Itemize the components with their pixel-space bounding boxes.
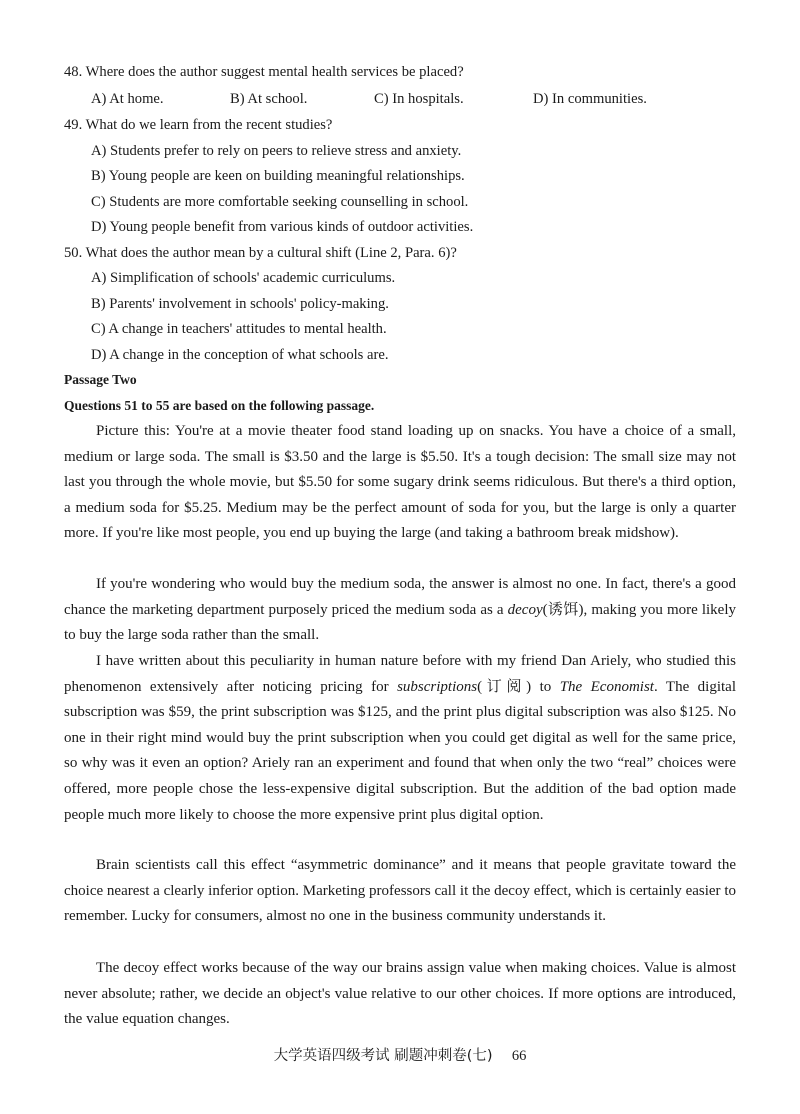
- passage-title: Passage Two: [64, 372, 137, 387]
- option-b: B) Young people are keen on building meaningful relationships.: [91, 168, 465, 184]
- paragraph-3: [64, 649, 736, 828]
- subscriptions-term: subscriptions: [397, 678, 478, 695]
- paragraph-5: The decoy effect works because of the way our brains assign value when making choices. Value is almost never absolute; rather, we decide an object's value relative to our other choices. If more options are introduced, the value equation changes.: [64, 960, 736, 1028]
- question-48-stem: 48. Where does the author suggest mental health services be placed?: [64, 64, 464, 80]
- paragraph-3-text-b: (订阅) to: [477, 678, 560, 695]
- question-49-stem: 49. What do we learn from the recent studies?: [64, 117, 333, 133]
- option-d: D) In communities.: [533, 91, 647, 107]
- paragraph-4: Brain scientists call this effect “asymmetric dominance” and it means that people gravitate toward the choice nearest a clearly inferior option. Marketing professors call it the decoy effect, which is certainly easier to remember. Lucky for consumers, almost no one in the business community understands it.: [64, 857, 736, 925]
- option-d: D) A change in the conception of what schools are.: [91, 347, 389, 363]
- option-c: C) In hospitals.: [374, 91, 464, 107]
- paragraph-2-text-b: (诱饵), making you more likely to buy the large soda rather than the small.: [64, 601, 736, 644]
- decoy-term: decoy: [507, 601, 543, 618]
- option-a: A) At home.: [91, 91, 164, 107]
- paragraph-3-text-a: I have written about this peculiarity in human nature before with my friend Dan Ariely, who studied this phenomenon extensively after noticing pricing for: [64, 653, 736, 695]
- paragraph-1: Picture this: You're at a movie theater food stand loading up on snacks. You have a choice of a small, medium or large soda. The small is $3.50 and the large is $5.50. It's a tough decision: The small size may not last you through the whole movie, but $5.50 for some sugary drink seems ridiculous. But there's a third option, a medium soda for $5.25. Medium may be the perfect amount of soda for you, but the large is only a quarter more. If you're like most people, you end up buying the large (and taking a bathroom break midshow).: [64, 423, 736, 542]
- option-d: D) Young people benefit from various kinds of outdoor activities.: [91, 219, 474, 235]
- option-b: B) Parents' involvement in schools' policy-making.: [91, 296, 389, 312]
- question-50-stem: 50. What does the author mean by a cultural shift (Line 2, Para. 6)?: [64, 245, 457, 261]
- option-b: B) At school.: [230, 91, 308, 107]
- option-a: A) Simplification of schools' academic curriculums.: [91, 270, 396, 286]
- option-c: C) Students are more comfortable seeking counselling in school.: [91, 194, 469, 210]
- footer-title: 大学英语四级考试 刷题冲刺卷(七): [273, 1048, 493, 1064]
- option-a: A) Students prefer to rely on peers to relieve stress and anxiety.: [91, 143, 462, 159]
- publication-title: The Economist: [559, 678, 654, 695]
- option-c: C) A change in teachers' attitudes to mental health.: [91, 321, 387, 337]
- paragraph-3-text-c: . The digital subscription was $59, the print subscription was $125, and the print plus digital subscription was also $125. No one in their right mind would buy the print subscription when you could get digital as well for the same price, so why was it even an option? Ariely ran an experiment and found that when only the two “real” choices were offered, more people chose the less-expensive digital subscription. But the addition of the bad option made people much more likely to choose the more expensive print plus digital option.: [64, 678, 736, 823]
- passage-instruction: Questions 51 to 55 are based on the following passage.: [64, 398, 375, 413]
- paragraph-2-text-a: If you're wondering who would buy the medium soda, the answer is almost no one. In fact, there's a good chance the marketing department purposely priced the medium soda as a: [64, 576, 736, 618]
- paragraph-2: [64, 572, 736, 649]
- page-footer: [0, 1046, 800, 1066]
- page-number: 66: [511, 1048, 527, 1064]
